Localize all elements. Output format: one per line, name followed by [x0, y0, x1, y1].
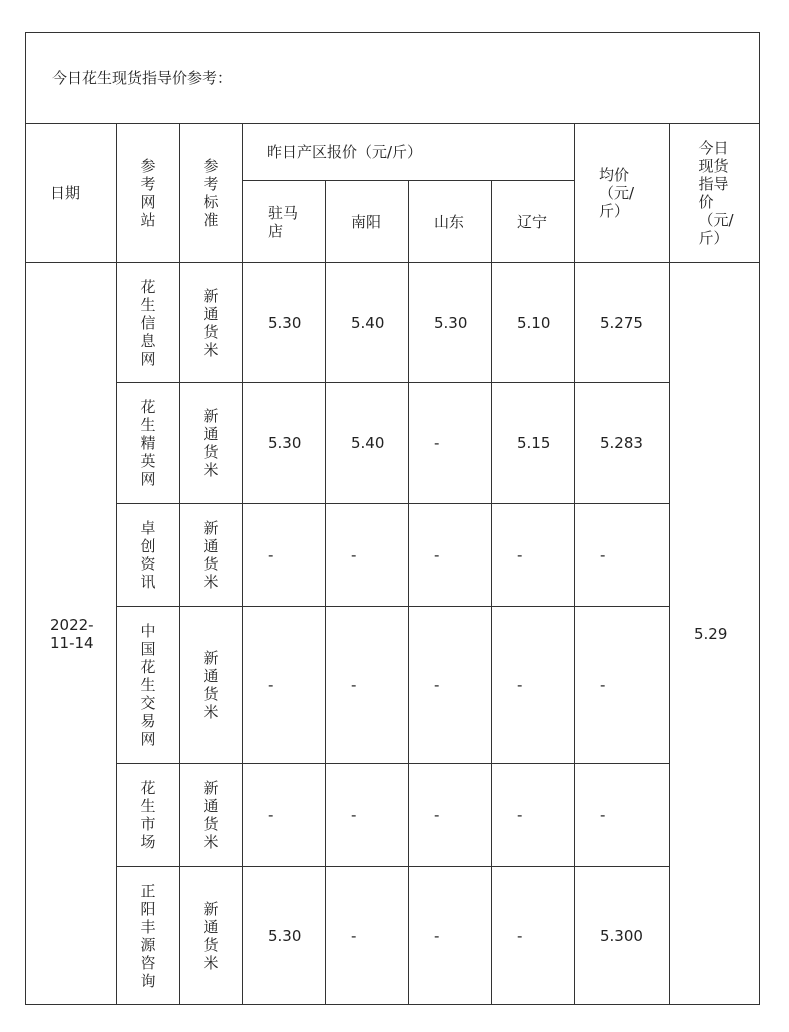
price-nanyang: -	[326, 764, 409, 867]
price-shandong: 5.30	[409, 263, 492, 383]
table-row	[26, 867, 760, 1005]
price-zhumadian: -	[243, 764, 326, 867]
price-nanyang: 5.40	[326, 383, 409, 504]
price-avg: 5.283	[575, 383, 670, 504]
site-cell: 中国花生交易网	[117, 607, 180, 764]
price-nanyang: 5.40	[326, 263, 409, 383]
table-row	[26, 607, 760, 764]
table-row	[26, 764, 760, 867]
header-region-shandong: 山东	[409, 181, 492, 263]
standard-cell: 新通货米	[180, 867, 243, 1005]
price-avg: -	[575, 607, 670, 764]
price-zhumadian: -	[243, 607, 326, 764]
table-row	[26, 504, 760, 607]
header-standard: 参考标准	[180, 124, 243, 263]
price-zhumadian: 5.30	[243, 383, 326, 504]
price-avg: 5.300	[575, 867, 670, 1005]
price-liaoning: -	[492, 607, 575, 764]
header-date: 日期	[26, 124, 117, 263]
standard-cell: 新通货米	[180, 764, 243, 867]
price-zhumadian: 5.30	[243, 263, 326, 383]
site-cell: 花生信息网	[117, 263, 180, 383]
price-nanyang: -	[326, 607, 409, 764]
site-cell: 花生市场	[117, 764, 180, 867]
header-site: 参考网站	[117, 124, 180, 263]
header-region-group: 昨日产区报价（元/斤）	[243, 124, 575, 181]
price-avg: -	[575, 764, 670, 867]
table-row	[26, 263, 760, 383]
header-avg: 均价（元/斤）	[575, 124, 670, 263]
price-nanyang: -	[326, 867, 409, 1005]
site-cell: 卓创资讯	[117, 504, 180, 607]
table-row	[26, 383, 760, 504]
header-region-liaoning: 辽宁	[492, 181, 575, 263]
price-shandong: -	[409, 383, 492, 504]
standard-cell: 新通货米	[180, 607, 243, 764]
header-region-zhumadian: 驻马店	[243, 181, 326, 263]
site-cell: 花生精英网	[117, 383, 180, 504]
price-zhumadian: -	[243, 504, 326, 607]
price-liaoning: -	[492, 504, 575, 607]
price-shandong: -	[409, 764, 492, 867]
site-cell: 正阳丰源咨询	[117, 867, 180, 1005]
price-zhumadian: 5.30	[243, 867, 326, 1005]
price-avg: -	[575, 504, 670, 607]
price-nanyang: -	[326, 504, 409, 607]
guide-price-cell: 5.29	[670, 263, 760, 1005]
table-title: 今日花生现货指导价参考：	[26, 33, 760, 124]
price-liaoning: -	[492, 867, 575, 1005]
price-liaoning: 5.15	[492, 383, 575, 504]
price-shandong: -	[409, 867, 492, 1005]
date-cell: 2022-11-14	[26, 263, 117, 1005]
price-shandong: -	[409, 504, 492, 607]
price-avg: 5.275	[575, 263, 670, 383]
header-region-nanyang: 南阳	[326, 181, 409, 263]
price-liaoning: -	[492, 764, 575, 867]
standard-cell: 新通货米	[180, 263, 243, 383]
standard-cell: 新通货米	[180, 504, 243, 607]
price-document	[25, 32, 759, 1006]
price-table	[25, 32, 760, 1005]
price-shandong: -	[409, 607, 492, 764]
header-guide: 今日现货指导价（元/斤）	[670, 124, 760, 263]
price-liaoning: 5.10	[492, 263, 575, 383]
standard-cell: 新通货米	[180, 383, 243, 504]
